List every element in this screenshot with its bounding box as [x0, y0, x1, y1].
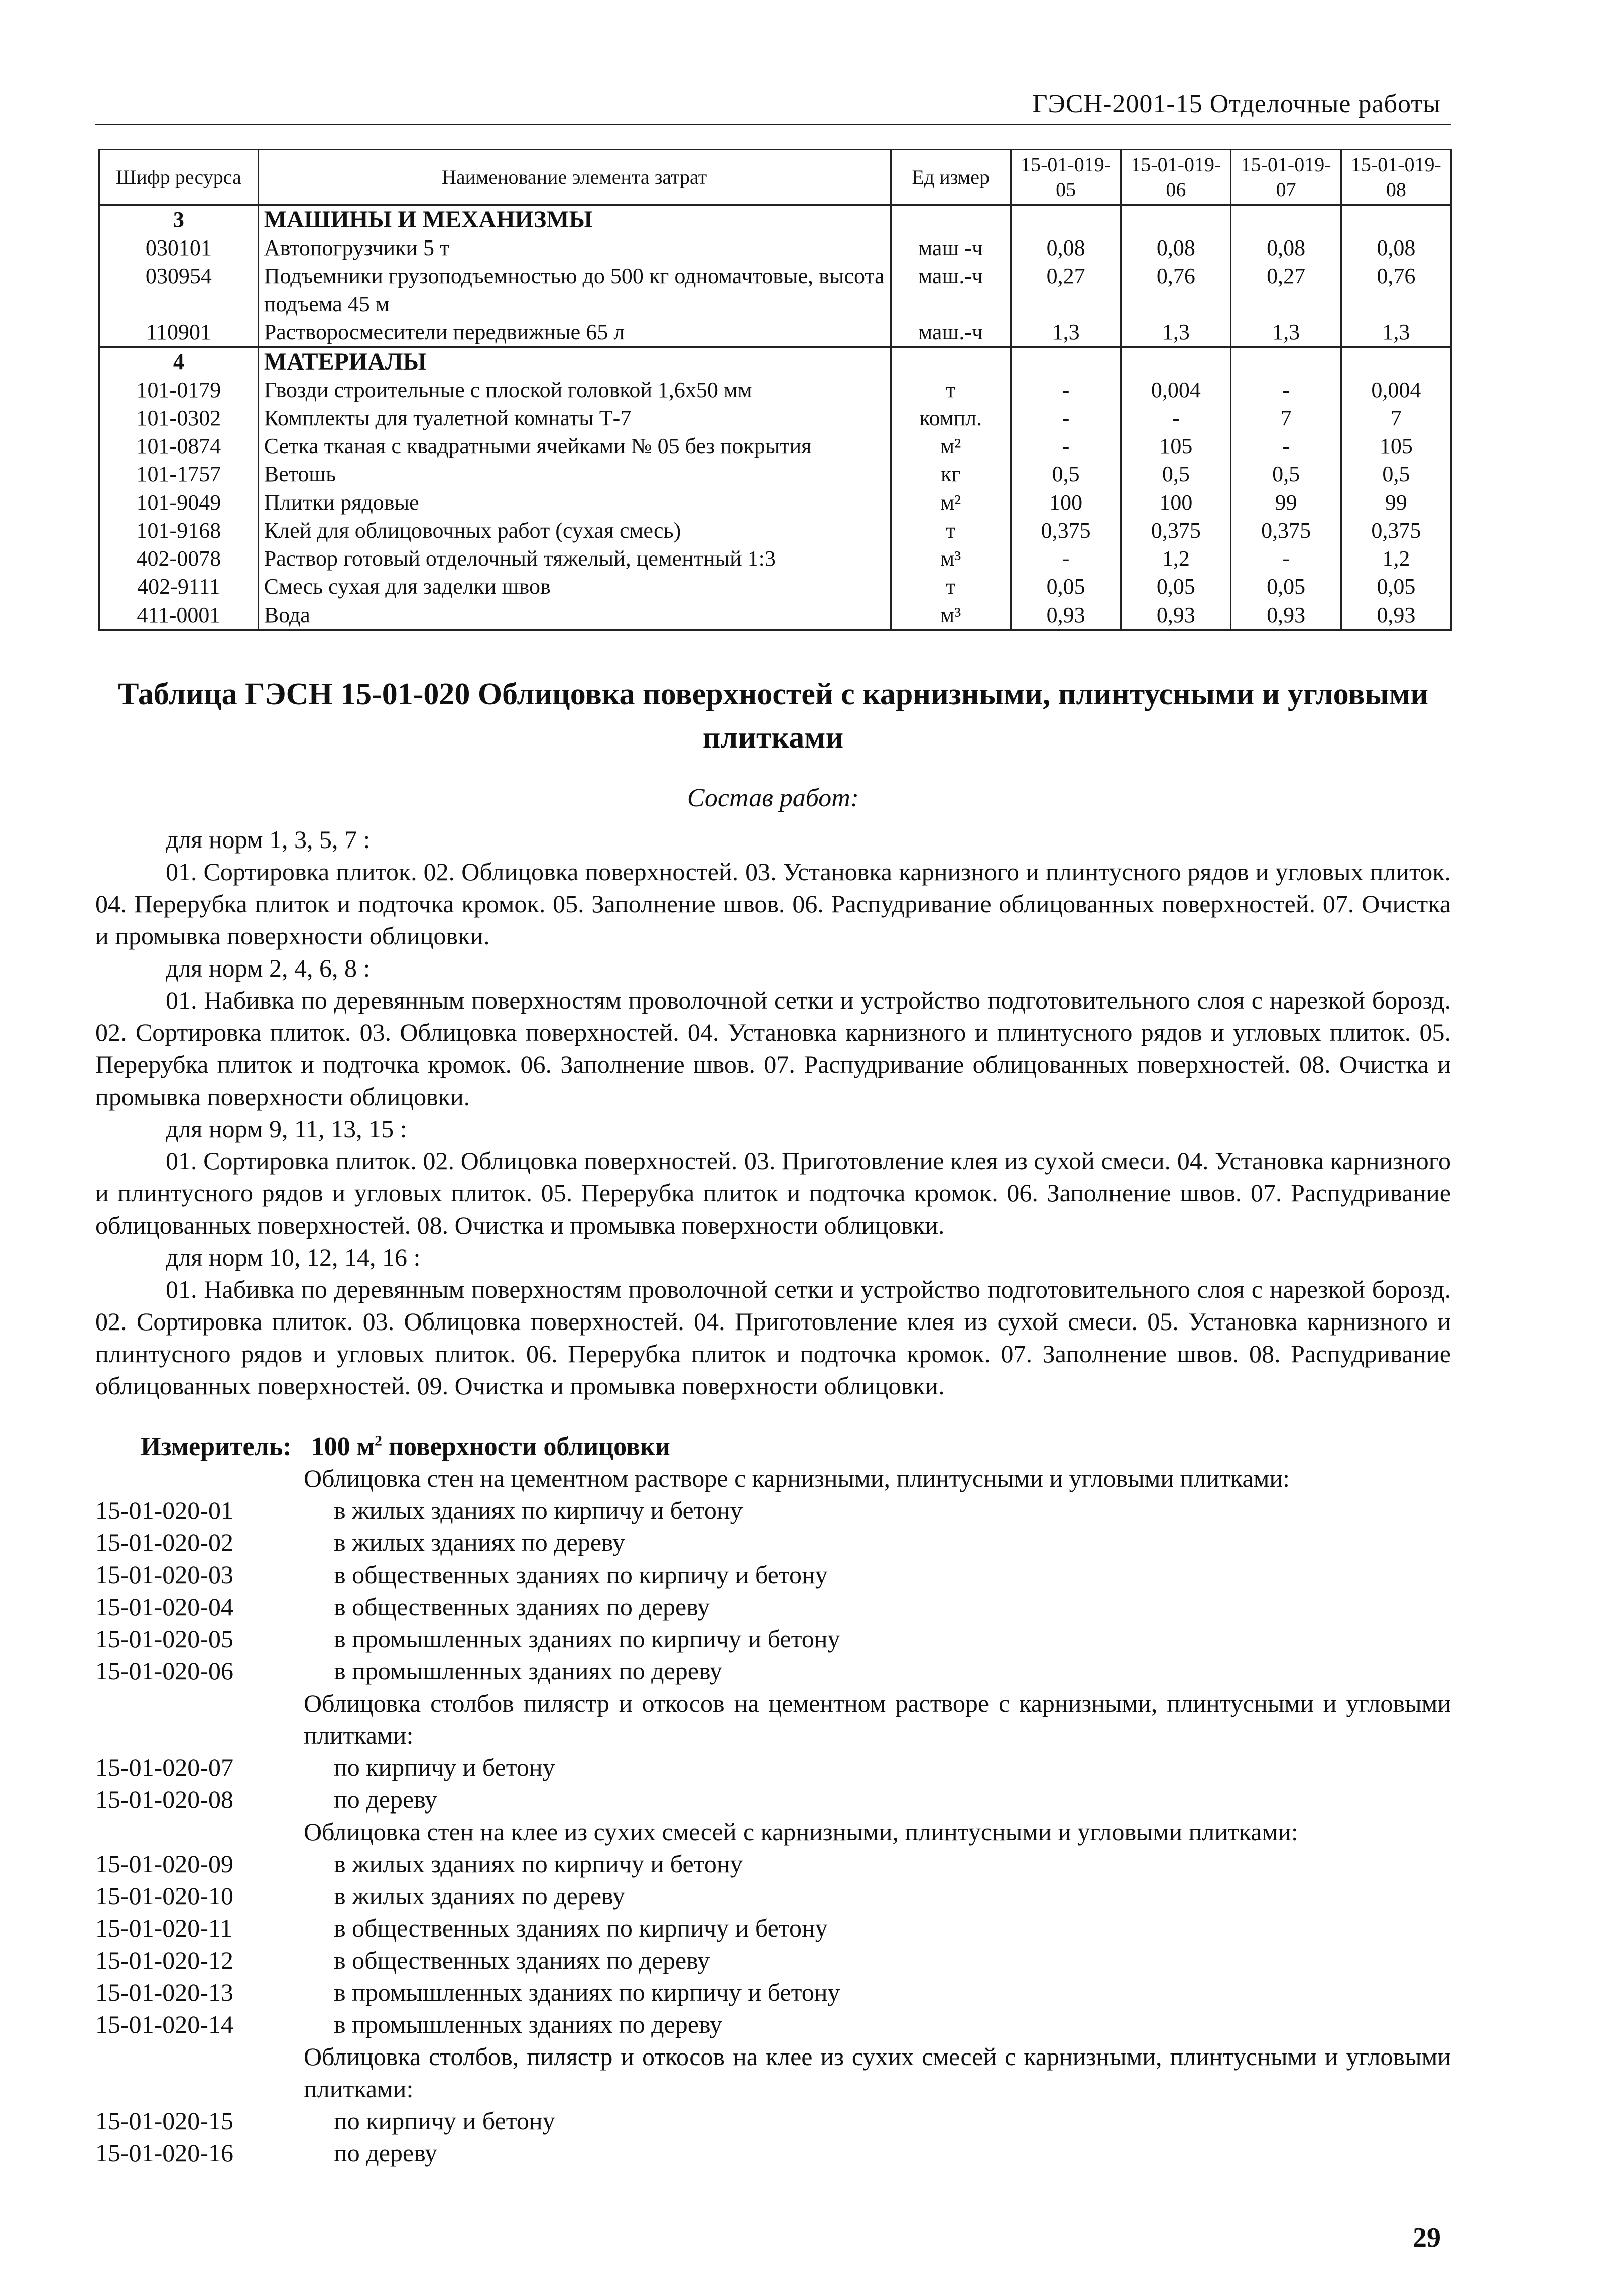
works-paragraph: 01. Сортировка плиток. 02. Облицовка поверхностей. 03. Установка карнизного и плинтусного рядов и угловых плиток. 04. Перерубка плиток и подточка кромок. 05. Заполнение швов. 06. Распудривание облицованных поверхностей. 07. Очистка и промывка поверхности облицовки. [95, 858, 1451, 950]
resource-value: 0,004 [1121, 376, 1231, 404]
resource-name: Ветошь [258, 460, 891, 489]
resource-value: 0,93 [1121, 601, 1231, 630]
table-row [99, 545, 1451, 573]
measure-label: Измеритель: [141, 1432, 292, 1461]
resource-value: 0,375 [1121, 517, 1231, 545]
resource-value: 1,3 [1121, 318, 1231, 347]
empty-cell [1341, 205, 1451, 234]
resource-value: 1,2 [1121, 545, 1231, 573]
norm-group-label: для норм 1, 3, 5, 7 : [166, 825, 371, 854]
resource-code: 402-0078 [99, 545, 259, 573]
resource-value: - [1011, 376, 1121, 404]
resource-value: 0,93 [1231, 601, 1341, 630]
table-row [99, 318, 1451, 347]
resource-value: 0,05 [1231, 573, 1341, 601]
resource-value: 0,27 [1011, 262, 1121, 318]
norm-code: 15-01-020-07 [95, 1753, 233, 1781]
resource-name: Гвозди строительные с плоской головкой 1,6х50 мм [258, 376, 891, 404]
list-item [95, 2008, 1451, 2040]
resource-name: Смесь сухая для заделки швов [258, 573, 891, 601]
resource-unit: компл. [891, 404, 1011, 432]
norm-code: 15-01-020-15 [95, 2107, 233, 2135]
empty-cell [1121, 347, 1231, 377]
norm-description: в промышленных зданиях по кирпичу и бетону [334, 1978, 840, 2006]
norm-description: в жилых зданиях по кирпичу и бетону [334, 1496, 743, 1524]
section-number: 4 [99, 347, 259, 377]
resource-value: - [1231, 376, 1341, 404]
resource-value: 7 [1341, 404, 1451, 432]
norm-code: 15-01-020-05 [95, 1625, 233, 1653]
norm-description: в промышленных зданиях по дереву [334, 1657, 722, 1685]
list-item [95, 1623, 1451, 1655]
resource-name: Клей для облицовочных работ (сухая смесь) [258, 517, 891, 545]
table-row [99, 601, 1451, 630]
resource-unit: м² [891, 432, 1011, 460]
table-row [99, 404, 1451, 432]
resource-name: Подъемники грузоподъемностью до 500 кг одномачтовые, высота подъема 45 м [258, 262, 891, 318]
list-item [95, 1494, 1451, 1526]
resource-value: 0,08 [1231, 234, 1341, 262]
resource-value: 99 [1341, 489, 1451, 517]
resource-value: - [1011, 404, 1121, 432]
resource-table [98, 149, 1452, 631]
resource-value: - [1121, 404, 1231, 432]
resource-unit: м³ [891, 545, 1011, 573]
section-row [99, 347, 1451, 377]
norm-code: 15-01-020-06 [95, 1657, 233, 1685]
resource-unit: т [891, 517, 1011, 545]
norm-code: 15-01-020-16 [95, 2139, 233, 2167]
table-row [99, 234, 1451, 262]
col-header-name: Наименование элемента затрат [258, 150, 891, 205]
measure-sup: 2 [375, 1432, 383, 1449]
resource-value: 0,05 [1011, 573, 1121, 601]
group-title: Облицовка стен на цементном растворе с карнизными, плинтусными и угловыми плитками: [304, 1464, 1290, 1492]
resource-code: 411-0001 [99, 601, 259, 630]
list-item [95, 1655, 1451, 1687]
resource-code: 101-1757 [99, 460, 259, 489]
norm-description: по кирпичу и бетону [334, 1753, 555, 1781]
norm-description: в общественных зданиях по кирпичу и бетону [334, 1914, 828, 1942]
col-header-norm-06: 15-01-019-06 [1121, 150, 1231, 205]
table-row [99, 432, 1451, 460]
col-header-norm-07: 15-01-019-07 [1231, 150, 1341, 205]
resource-value: 0,05 [1121, 573, 1231, 601]
col-header-code: Шифр ресурса [99, 150, 259, 205]
resource-value: 0,5 [1231, 460, 1341, 489]
empty-cell [1011, 347, 1121, 377]
list-item [95, 1526, 1451, 1558]
resource-unit: маш.-ч [891, 262, 1011, 318]
resource-value: 0,5 [1341, 460, 1451, 489]
norm-code: 15-01-020-14 [95, 2010, 233, 2038]
empty-cell [1231, 347, 1341, 377]
group-title: Облицовка столбов, пилястр и откосов на клее из сухих смесей с карнизными, плинтусными и угловыми плитками: [304, 2042, 1451, 2103]
resource-name: Плитки рядовые [258, 489, 891, 517]
resource-code: 101-0874 [99, 432, 259, 460]
resource-value: 0,08 [1121, 234, 1231, 262]
table-row [99, 376, 1451, 404]
empty-cell [1011, 205, 1121, 234]
resource-value: - [1011, 545, 1121, 573]
empty-cell [1231, 205, 1341, 234]
resource-name: Автопогрузчики 5 т [258, 234, 891, 262]
list-item [95, 2137, 1451, 2169]
resource-unit: маш -ч [891, 234, 1011, 262]
resource-value: 0,08 [1341, 234, 1451, 262]
resource-unit: кг [891, 460, 1011, 489]
resource-code: 101-0302 [99, 404, 259, 432]
empty-cell [1341, 347, 1451, 377]
resource-unit: т [891, 573, 1011, 601]
resource-unit: маш.-ч [891, 318, 1011, 347]
table-row [99, 517, 1451, 545]
col-header-norm-05: 15-01-019-05 [1011, 150, 1121, 205]
resource-name: Растворосмесители передвижные 65 л [258, 318, 891, 347]
resource-value: 0,5 [1121, 460, 1231, 489]
norm-description: в жилых зданиях по кирпичу и бетону [334, 1850, 743, 1878]
resource-value: 7 [1231, 404, 1341, 432]
resource-value: 0,93 [1341, 601, 1451, 630]
norm-description: по дереву [334, 2139, 437, 2167]
measure-line [141, 1432, 670, 1462]
resource-name: Сетка тканая с квадратными ячейками № 05 без покрытия [258, 432, 891, 460]
resource-unit: м² [891, 489, 1011, 517]
norm-items [95, 1462, 1451, 2169]
list-item [95, 1848, 1451, 1880]
resource-name: Вода [258, 601, 891, 630]
table-row [99, 262, 1451, 318]
norm-code: 15-01-020-02 [95, 1528, 233, 1556]
resource-value: 0,76 [1121, 262, 1231, 318]
resource-value: 1,2 [1341, 545, 1451, 573]
resource-value: - [1231, 432, 1341, 460]
resource-value: 100 [1011, 489, 1121, 517]
resource-unit: м³ [891, 601, 1011, 630]
resource-value: 1,3 [1231, 318, 1341, 347]
list-item [95, 1591, 1451, 1623]
norm-code: 15-01-020-03 [95, 1560, 233, 1589]
empty-cell [1121, 205, 1231, 234]
col-header-norm-08: 15-01-019-08 [1341, 150, 1451, 205]
table-row [99, 573, 1451, 601]
works-list [95, 823, 1451, 1402]
section-title: МАШИНЫ И МЕХАНИЗМЫ [258, 205, 891, 234]
list-item [95, 1783, 1451, 1816]
header-rule [95, 124, 1451, 125]
norm-code: 15-01-020-13 [95, 1978, 233, 2006]
section-row [99, 205, 1451, 234]
table-row [99, 489, 1451, 517]
resource-code: 101-0179 [99, 376, 259, 404]
norm-code: 15-01-020-10 [95, 1882, 233, 1910]
empty-cell [891, 347, 1011, 377]
col-header-unit: Ед измер [891, 150, 1011, 205]
norm-code: 15-01-020-08 [95, 1785, 233, 1814]
list-item [95, 1944, 1451, 1976]
section-title: МАТЕРИАЛЫ [258, 347, 891, 377]
norm-group-label: для норм 10, 12, 14, 16 : [166, 1243, 421, 1271]
norm-description: в общественных зданиях по дереву [334, 1946, 710, 1974]
resource-value: 1,3 [1341, 318, 1451, 347]
resource-value: - [1011, 432, 1121, 460]
norm-description: в жилых зданиях по дереву [334, 1882, 625, 1910]
table-title: Таблица ГЭСН 15-01-020 Облицовка поверхностей с карнизными, плинтусными и угловыми плитками [118, 677, 1428, 755]
resource-value: 99 [1231, 489, 1341, 517]
norm-code: 15-01-020-12 [95, 1946, 233, 1974]
norm-description: в общественных зданиях по кирпичу и бетону [334, 1560, 828, 1589]
table-header-row [99, 150, 1451, 205]
composition-title: Состав работ: [687, 784, 859, 812]
norm-code: 15-01-020-01 [95, 1496, 233, 1524]
resource-code: 101-9049 [99, 489, 259, 517]
list-item [95, 1912, 1451, 1944]
page-number: 29 [1413, 2222, 1441, 2253]
norm-code: 15-01-020-11 [95, 1914, 233, 1942]
resource-value: 0,375 [1231, 517, 1341, 545]
resource-code: 030101 [99, 234, 259, 262]
resource-value: 0,76 [1341, 262, 1451, 318]
resource-code: 101-9168 [99, 517, 259, 545]
norm-code: 15-01-020-09 [95, 1850, 233, 1878]
resource-value: 105 [1341, 432, 1451, 460]
list-item [95, 1880, 1451, 1912]
resource-code: 402-9111 [99, 573, 259, 601]
section-number: 3 [99, 205, 259, 234]
resource-value: - [1231, 545, 1341, 573]
works-paragraph: 01. Сортировка плиток. 02. Облицовка поверхностей. 03. Приготовление клея из сухой смеси. 04. Установка карнизного и плинтусного рядов и угловых плиток. 05. Перерубка плиток и подточка кромок. 06. Заполнение швов. 07. Распудривание облицованных поверхностей. 08. Очистка и промывка поверхности облицовки. [95, 1147, 1451, 1239]
measure-rest: поверхности облицовки [382, 1432, 670, 1461]
list-item [95, 1558, 1451, 1591]
resource-code: 110901 [99, 318, 259, 347]
resource-value: 0,93 [1011, 601, 1121, 630]
resource-value: 0,004 [1341, 376, 1451, 404]
resource-value: 0,27 [1231, 262, 1341, 318]
table-row [99, 460, 1451, 489]
resource-value: 0,5 [1011, 460, 1121, 489]
resource-value: 0,375 [1011, 517, 1121, 545]
group-title: Облицовка стен на клее из сухих смесей с карнизными, плинтусными и угловыми плитками: [304, 1818, 1298, 1846]
norm-description: по кирпичу и бетону [334, 2107, 555, 2135]
resource-code: 030954 [99, 262, 259, 318]
norm-description: в жилых зданиях по дереву [334, 1528, 625, 1556]
norm-description: в промышленных зданиях по дереву [334, 2010, 722, 2038]
resource-value: 0,375 [1341, 517, 1451, 545]
resource-value: 100 [1121, 489, 1231, 517]
works-paragraph: 01. Набивка по деревянным поверхностям проволочной сетки и устройство подготовительного слоя с нарезкой борозд. 02. Сортировка плиток. 03. Облицовка поверхностей. 04. Установка карнизного и плинтусного рядов и угловых плиток. 05. Перерубка плиток и подточка кромок. 06. Заполнение швов. 07. Распудривание облицованных поверхностей. 08. Очистка и промывка поверхности облицовки. [95, 986, 1451, 1111]
measure-value: 100 м [311, 1432, 375, 1461]
norm-group-label: для норм 2, 4, 6, 8 : [166, 954, 371, 982]
resource-name: Комплекты для туалетной комнаты Т-7 [258, 404, 891, 432]
empty-cell [891, 205, 1011, 234]
resource-value: 1,3 [1011, 318, 1121, 347]
resource-value: 0,05 [1341, 573, 1451, 601]
resource-value: 0,08 [1011, 234, 1121, 262]
list-item [95, 1751, 1451, 1783]
running-header: ГЭСН-2001-15 Отделочные работы [1032, 90, 1441, 118]
list-item [95, 1976, 1451, 2008]
group-title: Облицовка столбов пилястр и откосов на цементном растворе с карнизными, плинтусными и угловыми плитками: [304, 1689, 1451, 1749]
resource-name: Раствор готовый отделочный тяжелый, цементный 1:3 [258, 545, 891, 573]
resource-unit: т [891, 376, 1011, 404]
works-paragraph: 01. Набивка по деревянным поверхностям проволочной сетки и устройство подготовительного слоя с нарезкой борозд. 02. Сортировка плиток. 03. Облицовка поверхностей. 04. Приготовление клея из сухой смеси. 05. Установка карнизного и плинтусного рядов и угловых плиток. 06. Перерубка плиток и подточка кромок. 07. Заполнение швов. 08. Распудривание облицованных поверхностей. 09. Очистка и промывка поверхности облицовки. [95, 1275, 1451, 1400]
norm-description: в промышленных зданиях по кирпичу и бетону [334, 1625, 840, 1653]
norm-description: по дереву [334, 1785, 437, 1814]
norm-code: 15-01-020-04 [95, 1593, 233, 1621]
list-item [95, 2105, 1451, 2137]
norm-group-label: для норм 9, 11, 13, 15 : [166, 1115, 407, 1143]
resource-value: 105 [1121, 432, 1231, 460]
norm-description: в общественных зданиях по дереву [334, 1593, 710, 1621]
